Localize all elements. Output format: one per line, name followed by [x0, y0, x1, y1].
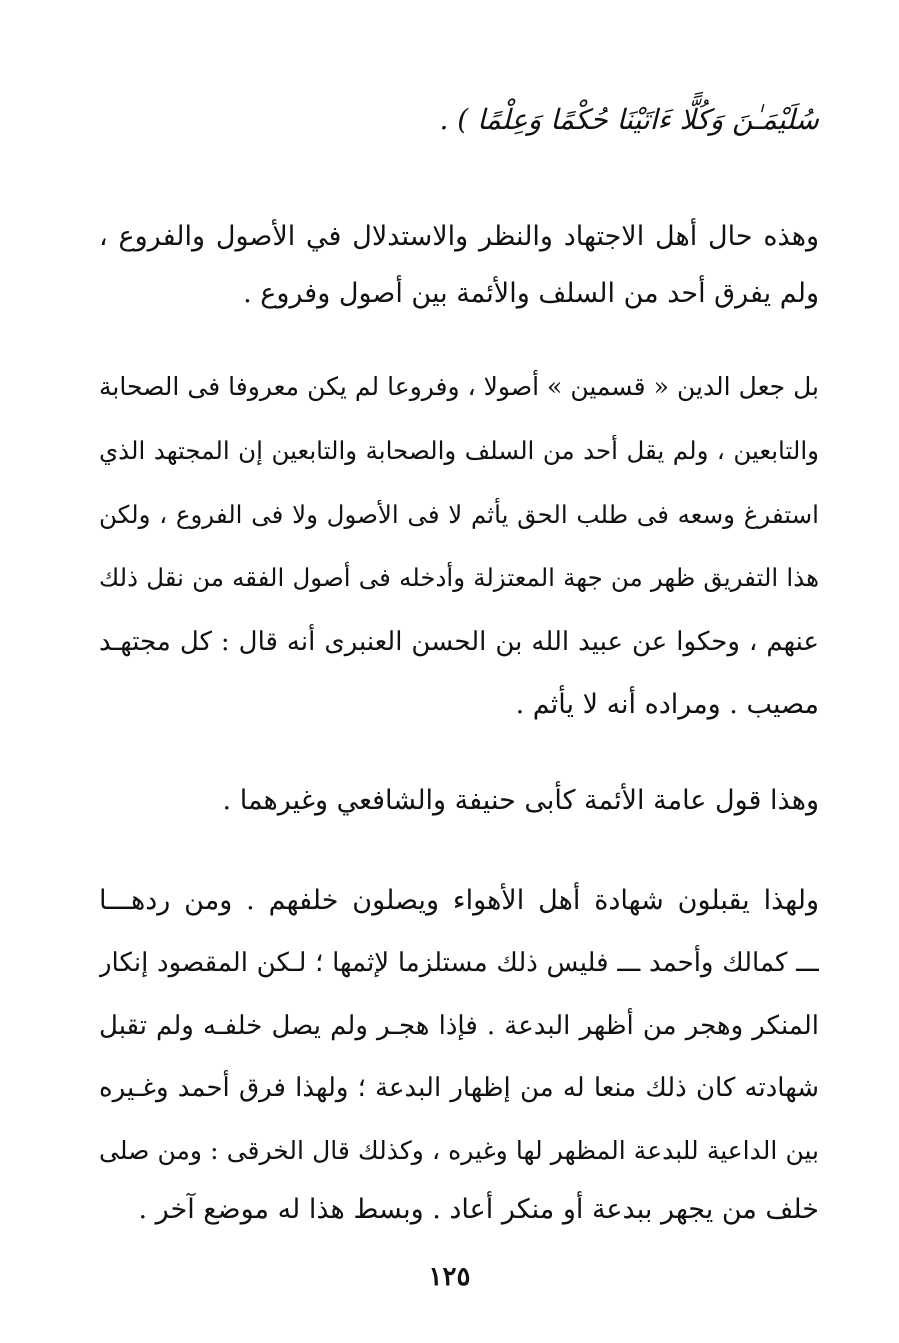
page-number: ١٢٥ [428, 1262, 471, 1292]
paragraph-2-line-2: والتابعين ، ولم يقل أحد من السلف والصحابة والتابعين إن المجتهد الذي [99, 436, 819, 465]
quranic-verse-line: سُلَيْمَـٰنَ وَكُلًّا ءَاتَيْنَا حُكْمًا وَعِلْمًا ) . [439, 103, 819, 136]
paragraph-4-line-5: بين الداعية للبدعة المظهر لها وغيره ، وكذلك قال الخرقى : ومن صلى [99, 1136, 819, 1165]
paragraph-3-line-1: وهذا قول عامة الأئمة كأبى حنيفة والشافعي وغيرهما . [222, 785, 819, 816]
paragraph-1-line-1: وهذه حال أهل الاجتهاد والنظر والاستدلال في الأصول والفروع ، [99, 221, 819, 252]
paragraph-4-line-2: ـــ كمالك وأحمد ـــ فليس ذلك مستلزما لإثمها ؛ لـكن المقصود إنكار [99, 948, 819, 978]
paragraph-2-line-5: عنهم ، وحكوا عن عبيد الله بن الحسن العنبرى أنه قال : كل مجتهـد [99, 627, 819, 657]
paragraph-2-line-4: هذا التفريق ظهر من جهة المعتزلة وأدخله فى أصول الفقه من نقل ذلك [99, 563, 819, 592]
paragraph-4-line-6: خلف من يجهر ببدعة أو منكر أعاد . وبسط هذا له موضع آخر . [138, 1194, 819, 1225]
paragraph-2-line-6: مصيب . ومراده أنه لا يأثم . [515, 689, 819, 720]
paragraph-4-line-1: ولهذا يقبلون شهادة أهل الأهواء ويصلون خلفهم . ومن ردهـــا [99, 885, 819, 916]
paragraph-2-line-1: بل جعل الدين « قسمين » أصولا ، وفروعا لم يكن معروفا فى الصحابة [99, 372, 819, 401]
paragraph-4-line-4: شهادته كان ذلك منعا له من إظهار البدعة ؛ ولهذا فرق أحمد وغـيره [99, 1073, 819, 1103]
paragraph-1-line-2: ولم يفرق أحد من السلف والأئمة بين أصول وفروع . [243, 278, 819, 309]
paragraph-4-line-3: المنكر وهجر من أظهر البدعة . فإذا هجـر ولم يصل خلفـه ولم تقبل [99, 1011, 819, 1041]
paragraph-2-line-3: استفرغ وسعه فى طلب الحق يأثم لا فى الأصول ولا فى الفروع ، ولكن [99, 500, 819, 529]
